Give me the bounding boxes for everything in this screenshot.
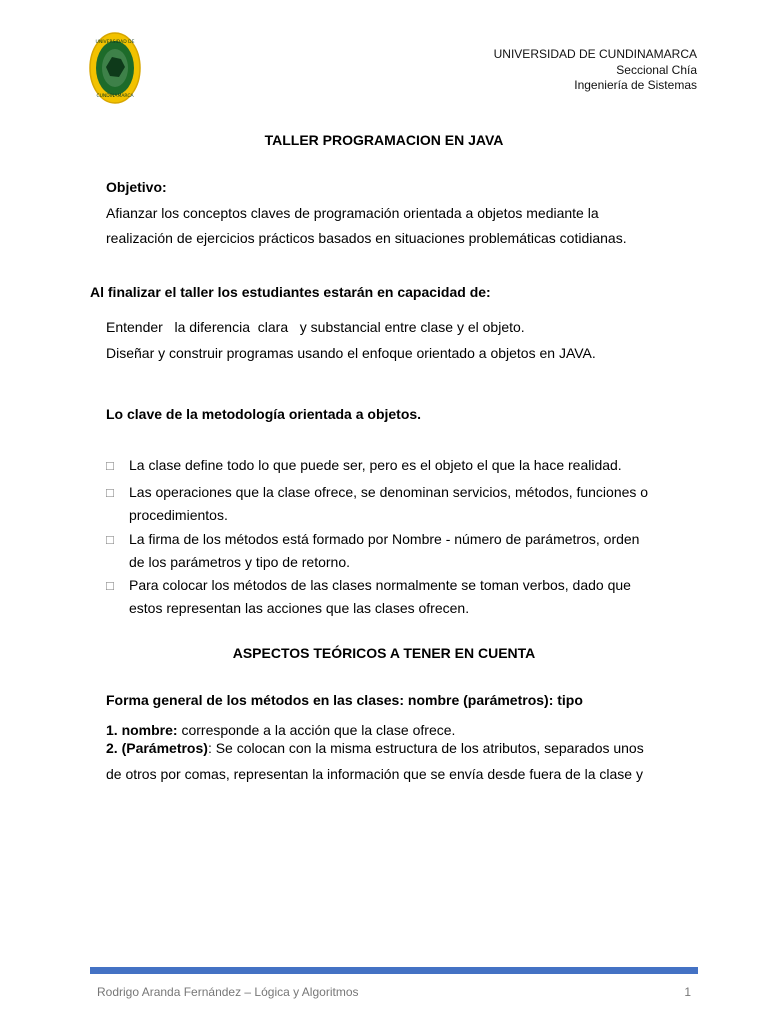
bullet-item [129, 454, 699, 477]
bullet-icon: □ [106, 485, 114, 500]
bullet-icon: □ [106, 532, 114, 547]
bullet-line-1: La firma de los métodos está formado por Nombre - número de parámetros, orden [129, 531, 640, 547]
aspects-heading: ASPECTOS TEÓRICOS A TENER EN CUENTA [232, 645, 536, 661]
footer-bar [90, 967, 698, 974]
bullet-item [129, 528, 699, 574]
bullet-line-1: Las operaciones que la clase ofrece, se denominan servicios, métodos, funciones o [129, 484, 649, 500]
bullet-icon: □ [106, 458, 114, 473]
page-number: 1 [684, 985, 691, 999]
bullet-line-2: estos representan las acciones que las clases ofrecen. [129, 600, 470, 616]
capacity-heading: Al finalizar el taller los estudiantes estarán en capacidad de: [90, 284, 491, 300]
item-2-text: : Se colocan con la misma estructura de los atributos, separados unos [207, 740, 644, 756]
objective-line-1: Afianzar los conceptos claves de programación orientada a objetos mediante la [106, 205, 599, 221]
item-2-line-2: de otros por comas, representan la información que se envía desde fuera de la clase y [106, 766, 643, 782]
methods-heading: Forma general de los métodos en las clases: nombre (parámetros): tipo [106, 692, 583, 708]
capacity-line-2: Diseñar y construir programas usando el enfoque orientado a objetos en JAVA. [106, 345, 596, 361]
item-1-label: 1. nombre: [106, 722, 178, 738]
item-1-text: corresponde a la acción que la clase ofrece. [177, 722, 456, 738]
capacity-line-1: Entender la diferencia clara y substancial entre clase y el objeto. [106, 319, 525, 335]
item-2-label: 2. (Parámetros) [106, 740, 208, 756]
objective-heading: Objetivo: [106, 179, 167, 195]
bullet-item [129, 574, 699, 620]
bullet-icon: □ [106, 578, 114, 593]
logo-text-bottom: CUNDINAMARCA [96, 94, 134, 99]
header-university: UNIVERSIDAD DE CUNDINAMARCA [493, 47, 697, 61]
header-program: Ingeniería de Sistemas [574, 78, 697, 92]
document-title: TALLER PROGRAMACION EN JAVA [264, 132, 504, 148]
objective-line-2: realización de ejercicios prácticos basados en situaciones problemáticas cotidianas. [106, 230, 627, 246]
university-logo [88, 31, 142, 105]
footer-author: Rodrigo Aranda Fernández – Lógica y Algoritmos [97, 985, 359, 999]
item-2 [106, 736, 698, 760]
bullet-line-1: La clase define todo lo que puede ser, pero es el objeto el que la hace realidad. [129, 457, 622, 473]
bullet-line-1: Para colocar los métodos de las clases normalmente se toman verbos, dado que [129, 577, 631, 593]
bullet-item [129, 481, 699, 527]
logo-text-top: UNIVERSIDAD DE [95, 40, 135, 45]
header-campus: Seccional Chía [616, 63, 697, 77]
key-heading: Lo clave de la metodología orientada a objetos. [106, 406, 422, 422]
bullet-line-2: de los parámetros y tipo de retorno. [129, 554, 351, 570]
bullet-line-2: procedimientos. [129, 507, 228, 523]
